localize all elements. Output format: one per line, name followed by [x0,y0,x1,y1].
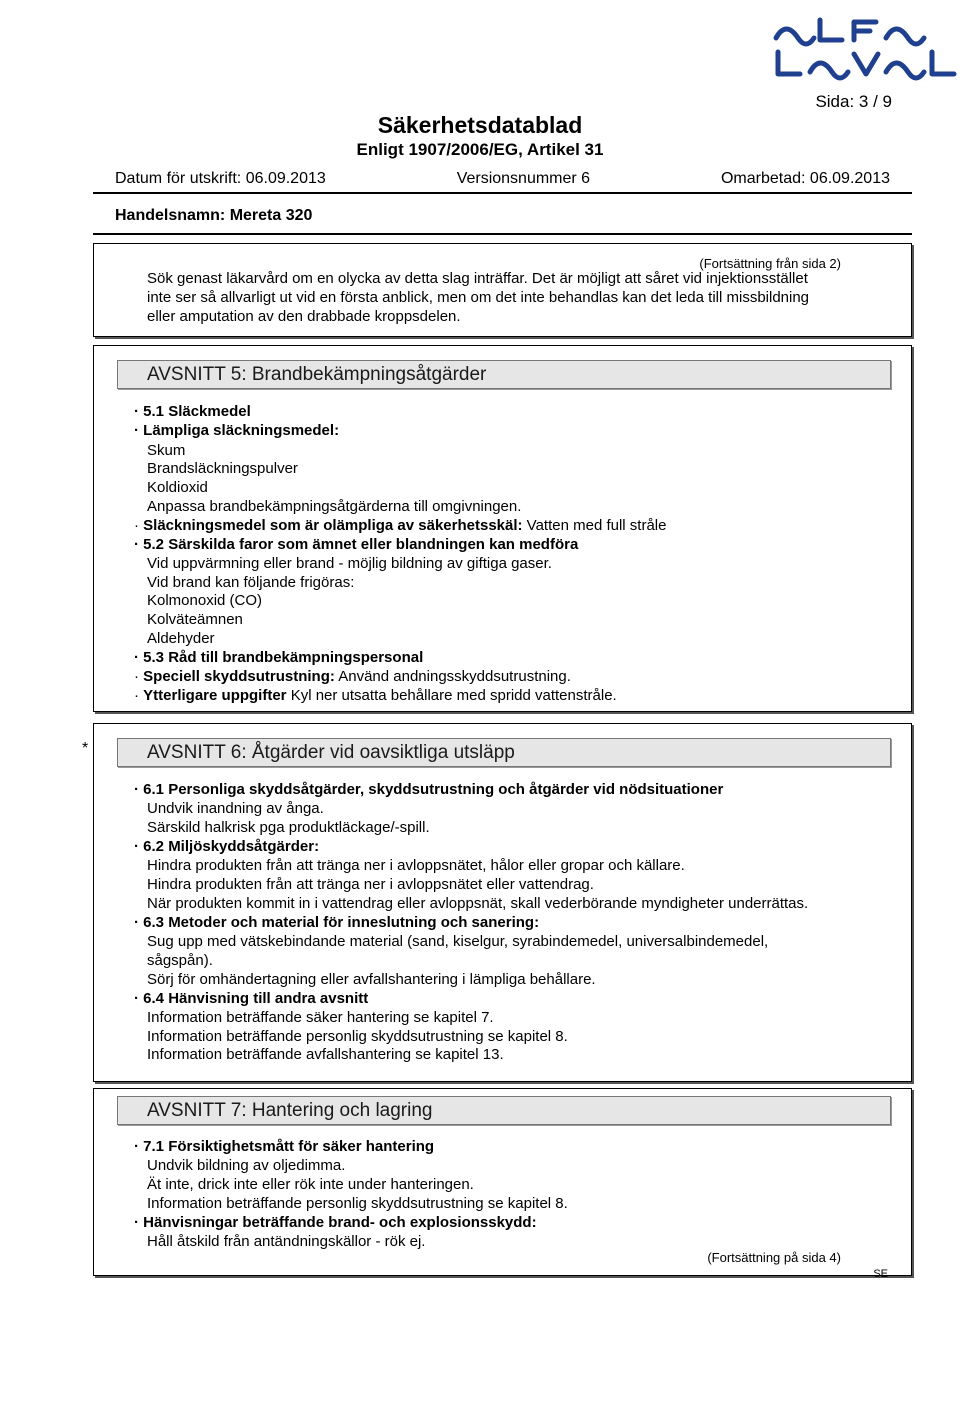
print-date: Datum för utskrift: 06.09.2013 [115,170,326,187]
list-item: Hindra produkten från att tränga ner i avloppsnätet eller vattendrag. [147,876,594,893]
continued-on-note: (Fortsättning på sida 4) [707,1250,841,1265]
list-item: Sörj för omhändertagning eller avfallshantering i lämpliga behållare. [147,971,596,988]
document-subtitle: Enligt 1907/2006/EG, Artikel 31 [356,140,604,159]
suitable-agents-label: · Lämpliga släckningsmedel: [134,422,340,439]
tradename-divider [93,233,912,235]
revised-date: Omarbetad: 06.09.2013 [720,170,890,187]
section-7-box [93,1088,912,1276]
continuation-box [93,243,912,337]
list-item: Information beträffande säker hantering se kapitel 7. [147,1009,494,1026]
list-item: Sug upp med vätskebindande material (sand, kiselgur, syrabindemedel, universalbindemedel, [147,933,769,950]
trade-name: Handelsnamn: Mereta 320 [115,207,313,224]
subsection-5-2: · 5.2 Särskilda faror som ämnet eller blandningen kan medföra [134,536,579,553]
subsection-7-1: · 7.1 Försiktighetsmått för säker hantering [134,1138,435,1155]
subsection-6-3: · 6.3 Metoder och material för inneslutning och sanering: [134,914,540,931]
document-meta [115,170,890,188]
version-number: Versionsnummer 6 [456,170,591,187]
list-item: Koldioxid [147,479,208,496]
continuation-line: Sök genast läkarvård om en olycka av detta slag inträffar. Det är möjligt att såret vid injektionsstället [147,270,808,287]
section-5-title: AVSNITT 5: Brandbekämpningsåtgärder [147,364,487,385]
section-7-title: AVSNITT 7: Hantering och lagring [147,1100,433,1121]
subsection-6-2: · 6.2 Miljöskyddsåtgärder: [134,838,320,855]
section-5-box [93,345,912,712]
change-marker: * [82,740,89,757]
list-item: Kolväteämnen [147,611,243,628]
list-item: Kolmonoxid (CO) [147,592,263,609]
page-number: Sida: 3 / 9 [815,92,892,111]
header-divider [93,192,912,194]
list-item: Vid uppvärmning eller brand - möjlig bildning av giftiga gaser. [147,555,552,572]
list-item: Ät inte, drick inte eller rök inte under hanteringen. [147,1176,474,1193]
list-item: Håll åtskild från antändningskällor - rök ej. [147,1233,426,1250]
list-item: sågspån). [147,952,213,969]
list-item: Hindra produkten från att tränga ner i avloppsnätet, hålor eller gropar och källare. [147,857,685,874]
subsection-6-4: · 6.4 Hänvisning till andra avsnitt [134,990,369,1007]
list-item: Anpassa brandbekämpningsåtgärderna till omgivningen. [147,498,522,515]
list-item: När produkten kommit in i vattendrag eller avloppsnät, skall vederbörande myndigheter underrättas. [147,895,809,912]
section-6-title: AVSNITT 6: Åtgärder vid oavsiktliga utsläpp [147,742,515,763]
list-item: Information beträffande personlig skyddsutrustning se kapitel 8. [147,1028,568,1045]
unsuitable-agents: · Släckningsmedel som är olämpliga av säkerhetsskäl: Vatten med full stråle [134,517,667,534]
list-item: Vid brand kan följande frigöras: [147,574,355,591]
continuation-line: inte ser så allvarligt ut vid en första anblick, men om det inte behandlas kan det leda till missbildning [147,289,810,306]
list-item: Brandsläckningspulver [147,460,298,477]
alfa-laval-logo [714,6,960,84]
list-item: Information beträffande personlig skyddsutrustning se kapitel 8. [147,1195,568,1212]
subsection-6-1: · 6.1 Personliga skyddsåtgärder, skyddsutrustning och åtgärder vid nödsituationer [134,781,724,798]
additional-info: · Ytterligare uppgifter Kyl ner utsatta behållare med spridd vattenstråle. [134,687,617,704]
subsection-5-1: · 5.1 Släckmedel [134,403,251,420]
special-ppe: · Speciell skyddsutrustning: Använd andningsskyddsutrustning. [134,668,571,685]
section-5-heading [117,360,891,389]
list-item: Undvik inandning av ånga. [147,800,324,817]
list-item: Information beträffande avfallshantering se kapitel 13. [147,1046,504,1063]
section-6-heading [117,738,891,767]
list-item: Särskild halkrisk pga produktläckage/-spill. [147,819,430,836]
document-title: Säkerhetsdatablad [377,112,583,138]
fire-explosion-notes: · Hänvisningar beträffande brand- och explosionsskydd: [134,1214,537,1231]
subsection-5-3: · 5.3 Råd till brandbekämpningspersonal [134,649,424,666]
list-item: Skum [147,442,186,459]
section-6-box [93,723,912,1082]
list-item: Aldehyder [147,630,215,647]
list-item: Undvik bildning av oljedimma. [147,1157,346,1174]
continuation-line: eller amputation av den drabbade kroppsdelen. [147,308,461,325]
section-7-heading [117,1096,891,1125]
language-code: SE [873,1268,888,1280]
continued-from-note: (Fortsättning från sida 2) [699,256,841,271]
